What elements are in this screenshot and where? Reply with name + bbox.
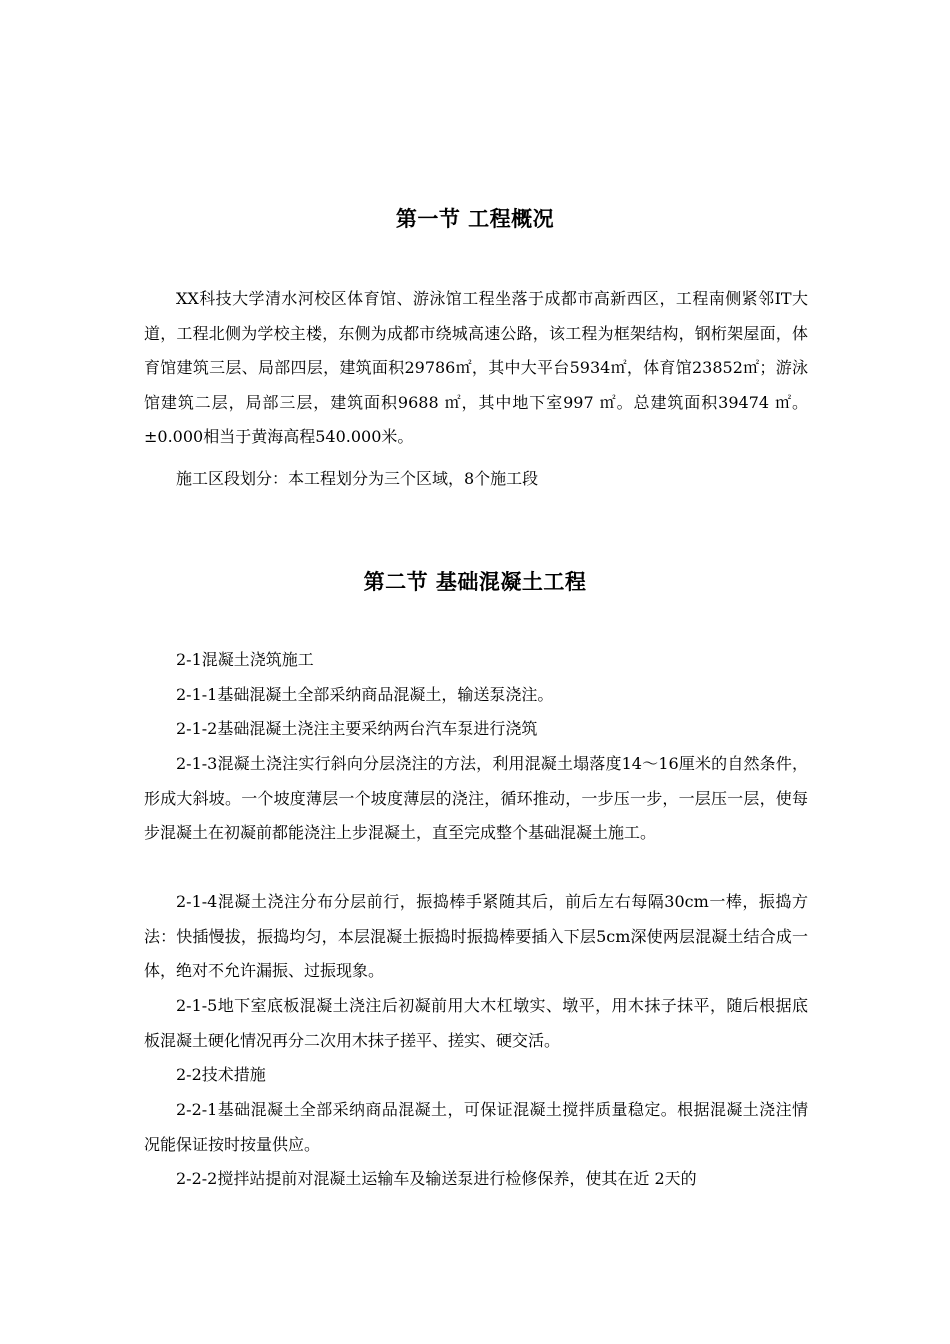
item-2-1-1: 2-1-1基础混凝土全部采纳商品混凝土，输送泵浇注。 bbox=[176, 685, 554, 704]
item-2-1-2: 2-1-2基础混凝土浇注主要采纳两台汽车泵进行浇筑 bbox=[176, 719, 538, 738]
section-1-paragraph-zoning: 施工区段划分：本工程划分为三个区域，8个施工段 bbox=[176, 469, 539, 488]
section-1-paragraph-overview: XX科技大学清水河校区体育馆、游泳馆工程坐落于成都市高新西区，工程南侧紧邻IT大道，工程北侧为学校主楼，东侧为成都市绕城高速公路，该工程为框架结构，钢桁架屋面，体育馆建筑三层、局部四层，建筑面积29786㎡，其中大平台5934㎡，体育馆23852㎡；游泳馆建筑二层，局部三层，建筑面积9688 ㎡，其中地下室997 ㎡。总建筑面积39474 ㎡。±0.000相当于黄海高程540.000米。 bbox=[144, 289, 808, 447]
item-2-2-1: 2-2-1基础混凝土全部采纳商品混凝土，可保证混凝土搅拌质量稳定。根据混凝土浇注情况能保证按时按量供应。 bbox=[144, 1100, 808, 1154]
section-2-title: 第二节 基础混凝土工程 bbox=[363, 570, 587, 594]
item-2-1-5: 2-1-5地下室底板混凝土浇注后初凝前用大木杠墩实、墩平，用木抹子抹平，随后根据底板混凝土硬化情况再分二次用木抹子搓平、搓实、硬交活。 bbox=[144, 996, 808, 1050]
item-2-1-4: 2-1-4混凝土浇注分布分层前行，振捣棒手紧随其后，前后左右每隔30cm一棒，振捣方法：快插慢拔，振捣均匀，本层混凝土振捣时振捣棒要插入下层5cm深使两层混凝土结合成一体，绝对不允许漏振、过振现象。 bbox=[144, 892, 808, 981]
item-2-2: 2-2技术措施 bbox=[176, 1065, 266, 1084]
item-2-2-2: 2-2-2搅拌站提前对混凝土运输车及输送泵进行检修保养，使其在近 2天的 bbox=[176, 1169, 697, 1188]
section-1-title: 第一节 工程概况 bbox=[395, 207, 555, 231]
item-2-1: 2-1混凝土浇筑施工 bbox=[176, 650, 314, 669]
item-2-1-3: 2-1-3混凝土浇注实行斜向分层浇注的方法，利用混凝土塌落度14～16厘米的自然条件，形成大斜坡。一个坡度薄层一个坡度薄层的浇注，循环推动，一步压一步，一层压一层，使每步混凝土在初凝前都能浇注上步混凝土，直至完成整个基础混凝土施工。 bbox=[144, 754, 808, 843]
